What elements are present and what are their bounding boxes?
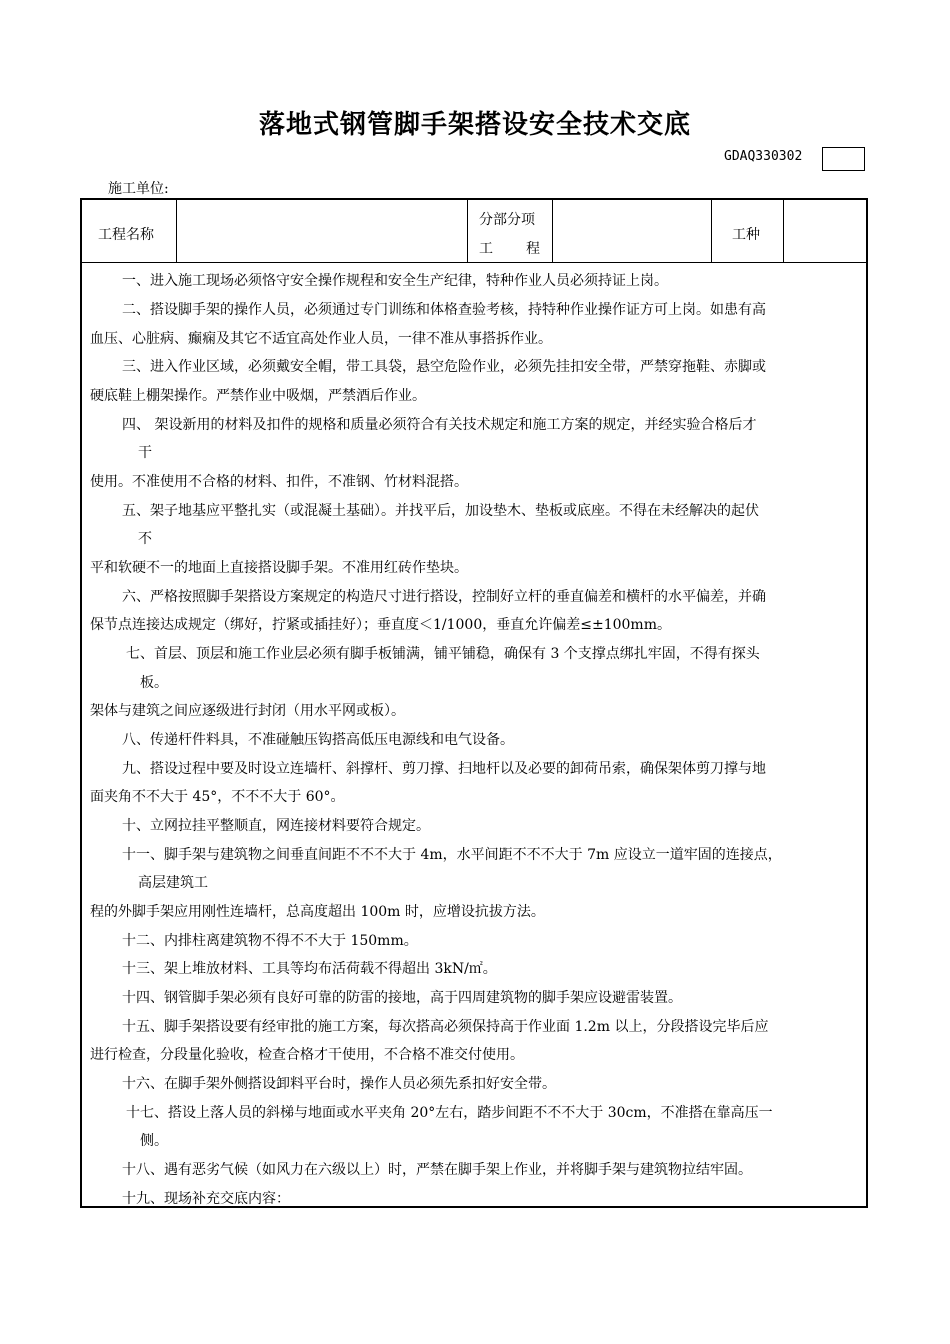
content-line: 平和软硬不一的地面上直接搭设脚手架。不准用红砖作垫块。	[90, 560, 468, 576]
content-line: 一、进入施工现场必须恪守安全操作规程和安全生产纪律，特种作业人员必须持证上岗。	[122, 273, 668, 289]
header-row	[82, 200, 866, 263]
content-line: 进行检查，分段量化验收，检查合格才干使用，不合格不准交付使用。	[90, 1047, 524, 1063]
document-title: 落地式钢管脚手架搭设安全技术交底	[258, 110, 691, 140]
content-line: 四、 架设新用的材料及扣件的规格和质量必须符合有关技术规定和施工方案的规定，并经实验合格后才	[122, 417, 757, 433]
divider	[176, 200, 177, 262]
content-line: 使用。不准使用不合格的材料、扣件，不准钢、竹材料混搭。	[90, 474, 468, 490]
content-line: 干	[138, 445, 152, 461]
document-code: GDAQ330302	[724, 149, 803, 164]
divider	[467, 200, 468, 262]
content-line: 板。	[140, 675, 168, 691]
content-line: 十四、钢管脚手架必须有良好可靠的防雷的接地，高于四周建筑物的脚手架应设避雷装置。	[122, 990, 682, 1006]
content-line: 二、搭设脚手架的操作人员，必须通过专门训练和体格查验考核，持特种作业操作证方可上岗。如患有高	[122, 302, 766, 318]
sub-project-label-char: 工	[479, 241, 493, 257]
sub-project-label-char: 程	[526, 241, 540, 257]
content-line: 三、进入作业区域，必须戴安全帽，带工具袋，悬空危险作业，必须先挂扣安全带，严禁穿拖鞋、赤脚或	[122, 359, 766, 375]
code-box	[822, 147, 865, 171]
content-line: 十、立网拉挂平整顺直，网连接材料要符合规定。	[122, 818, 430, 834]
content-line: 七、首层、顶层和施工作业层必须有脚手板铺满，铺平铺稳，确保有 3 个支撑点绑扎牢固，不得有探头	[126, 646, 760, 662]
content-line: 血压、心脏病、癫痫及其它不适宜高处作业人员，一律不准从事搭拆作业。	[90, 331, 552, 347]
content-line: 程的外脚手架应用刚性连墙杆，总高度超出 100m 时，应增设抗拔方法。	[90, 904, 545, 920]
content-line: 九、搭设过程中要及时设立连墙杆、斜撑杆、剪刀撑、扫地杆以及必要的卸荷吊索，确保架体剪刀撑与地	[122, 761, 766, 777]
content-line: 十三、架上堆放材料、工具等均布活荷载不得超出 3kN/㎡。	[122, 961, 497, 977]
divider	[711, 200, 712, 262]
content-line: 架体与建筑之间应逐级进行封闭（用水平网或板）。	[90, 703, 405, 719]
sub-project-label: 分部分项	[479, 212, 535, 228]
trade-label: 工种	[732, 227, 760, 243]
content-line: 十二、内排柱离建筑物不得不不大于 150mm。	[122, 933, 418, 949]
project-name-label: 工程名称	[98, 227, 154, 243]
content-line: 侧。	[140, 1133, 168, 1149]
disclosure-table	[80, 198, 868, 1208]
content-line: 面夹角不不大于 45°，不不不大于 60°。	[90, 789, 345, 805]
construction-unit-label: 施工单位:	[108, 181, 169, 197]
content-line: 六、严格按照脚手架搭设方案规定的构造尺寸进行搭设，控制好立杆的垂直偏差和横杆的水平偏差，并确	[122, 589, 766, 605]
content-line: 十九、现场补充交底内容：	[122, 1191, 290, 1207]
divider	[783, 200, 784, 262]
content-line: 保节点连接达成规定（绑好，拧紧或插挂好）；垂直度＜1/1000，垂直允许偏差≤±100mm。	[90, 617, 671, 633]
content-line: 十六、在脚手架外侧搭设卸料平台时，操作人员必须先系扣好安全带。	[122, 1076, 556, 1092]
divider	[552, 200, 553, 262]
content-line: 高层建筑工	[138, 875, 208, 891]
content-line: 不	[138, 531, 152, 547]
content-line: 硬底鞋上棚架操作。严禁作业中吸烟，严禁酒后作业。	[90, 388, 426, 404]
content-line: 十七、搭设上落人员的斜梯与地面或水平夹角 20°左右，踏步间距不不不大于 30cm，不准搭在靠高压一	[126, 1105, 773, 1121]
content-line: 十五、脚手架搭设要有经审批的施工方案，每次搭高必须保持高于作业面 1.2m 以上，分段搭设完毕后应	[122, 1019, 769, 1035]
content-line: 十一、脚手架与建筑物之间垂直间距不不不大于 4m，水平间距不不不大于 7m 应设立一道牢固的连接点，	[122, 847, 782, 863]
content-line: 八、传递杆件料具，不准碰触压钩搭高低压电源线和电气设备。	[122, 732, 514, 748]
content-line: 五、架子地基应平整扎实（或混凝土基础）。并找平后，加设垫木、垫板或底座。不得在未经解决的起伏	[122, 503, 759, 519]
content-line: 十八、遇有恶劣气候（如风力在六级以上）时，严禁在脚手架上作业，并将脚手架与建筑物拉结牢固。	[122, 1162, 752, 1178]
